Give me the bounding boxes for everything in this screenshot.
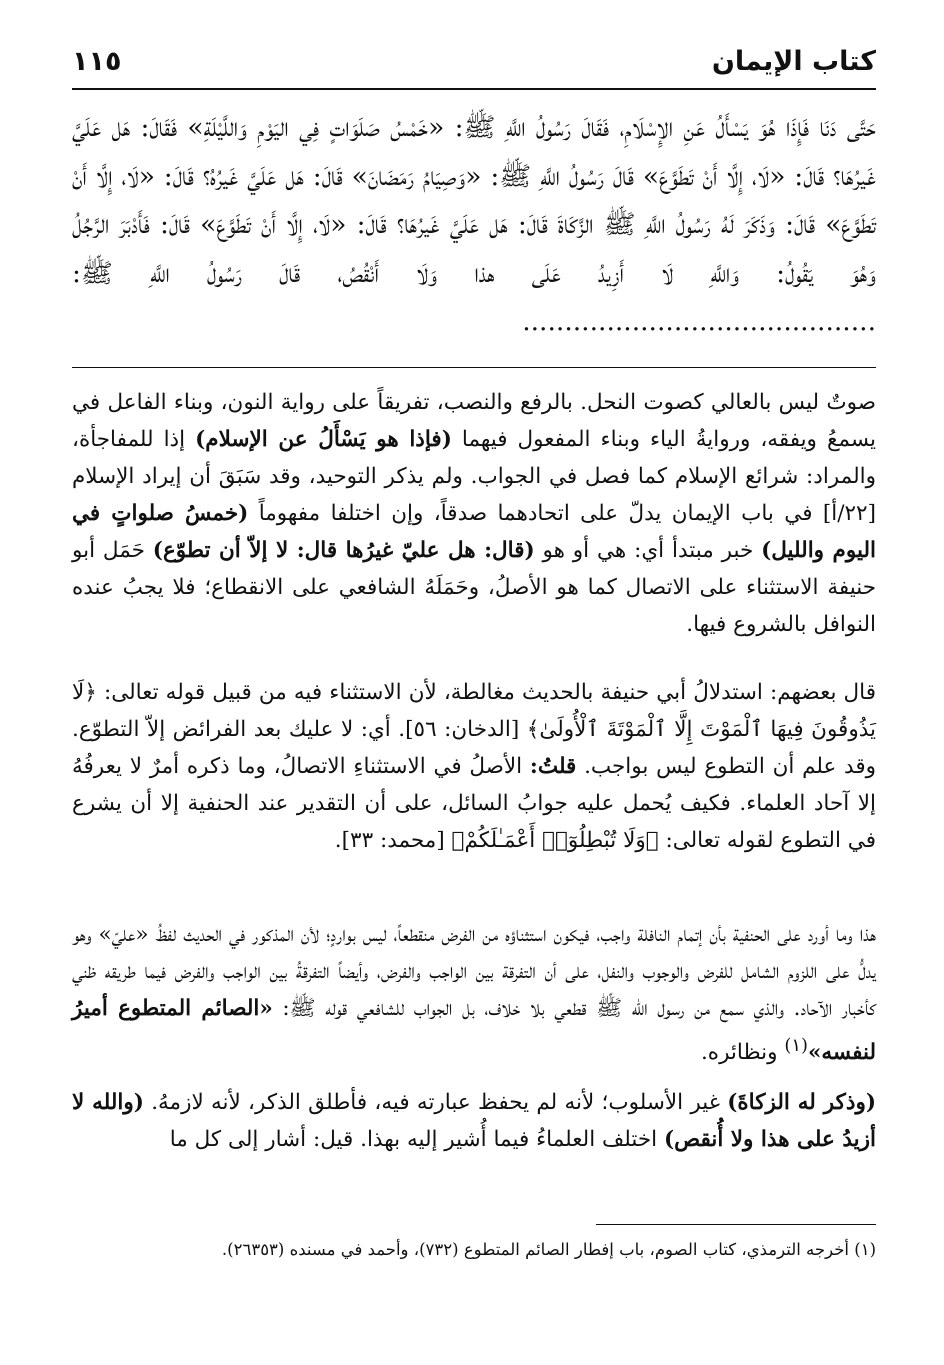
commentary-text: اختلف العلماءُ فيما أُشير إليه بهذا. قيل: أشار إلى كل ما xyxy=(169,1127,664,1152)
commentary-paragraph xyxy=(72,916,876,1071)
quoted-phrase: (وذكر له الزكاةَ) xyxy=(727,1090,876,1115)
commentary-text: غير الأسلوب؛ لأنه لم يحفظ عبارته فيه، فأطلق الذكر، لأنه لازمهُ. xyxy=(143,1090,728,1115)
commentary-text: قال بعضهم: استدلالُ أبي حنيفة بالحديث مغالطة، لأن الاستثناء فيه من قبيل قوله تعالى: ﴿لَا يَذُوقُونَ فِيهَا ٱلْمَوْتَ إِلَّا ٱلْمَوْتَةَ ٱلْأُولَىٰ﴾ [الدخان: ٥٦]. أي: لا عليك بعد الفرائض إلاّ التطوّع. وقد علم أن التطوع ليس بواجب. xyxy=(72,680,876,779)
footnote-marker: (١) xyxy=(784,1035,808,1056)
page-header xyxy=(72,40,876,86)
commentary-text: حَمَل أبو حنيفة الاستثناء على الاتصال كما هو الأصلُ، وحَمَلَهُ الشافعي على الانقطاع؛ فلا يجبُ عنده النوافل بالشروع فيها. xyxy=(72,538,876,637)
book-title: كتاب الإيمان xyxy=(711,46,876,77)
footnote: (١) أخرجه الترمذي، كتاب الصوم، باب إفطار الصائم المتطوع (٧٣٢)، وأحمد في مسنده (٢٦٣٥٣). xyxy=(221,1240,876,1259)
commentary-text: هذا وما أورد على الحنفية بأن إتمام النافلة واجب، فيكون استثناؤه من الفرض منقطعاً، ليس بواردٍ؛ لأن المذكور في الحديث لفظُ «عليّ» وهو يدلُّ على اللزوم الشامل للفرض والوجوب والنفل، على أن التفرقة بين الواجب والفرض، وأيضاً التفرقةُ بين الواجب والفرض فيما طريقه ظني كأخبار الآحاد. والذي سمع من رسول الله ﷺ قطعي بلا خلاف، بل الجواب للشافعي قوله ﷺ: xyxy=(72,922,876,1021)
page-number: ١١٥ xyxy=(72,46,122,77)
author-note-label: قلتُ: xyxy=(529,754,577,779)
quoted-phrase: (والله لا أزيدُ على هذا ولا أُنقص) xyxy=(72,1090,876,1152)
commentary-paragraph xyxy=(72,1084,876,1158)
commentary-text: ونظائره. xyxy=(700,1040,785,1066)
footnote-rule xyxy=(596,1224,876,1225)
header-rule xyxy=(72,88,876,90)
hadith-text: حَتَّى دَنَا فَإِذَا هُوَ يَسْأَلُ عَنِ الإِسْلَامِ، فَقَالَ رَسُولُ اللَّهِ ﷺ: «خَمْسُ صَلَوَاتٍ فِي اليَوْمِ وَاللَّيْلَةِ» فَقَالَ: هَل عَلَيَّ غَيرُهَا؟ قَالَ: «لَا، إِلَّا أَنْ تَطَوَّعَ» قَالَ رَسُولُ اللَّهِ ﷺ: «وَصِيَامُ رَمَضَانَ» قَالَ: هَل عَلَيَّ غَيرُهُ؟ قَالَ: «لَا، إِلَّا أَنْ تَطَوَّعَ» قَالَ: وَذَكَرَ لَهُ رَسُولُ اللَّهِ ﷺ الزَّكَاةَ قَالَ: هَل عَلَيَّ غَيرُهَا؟ قَالَ: «لَا، إِلَّا أَنْ تَطَوَّعَ» قَالَ: فَأَدْبَرَ الرَّجُلُ وَهُوَ يَقُولُ: وَاللَّهِ لَا أَزِيدُ عَلَى هذا وَلَا أَنْقُصُ، قَالَ رَسُولُ اللَّهِ ﷺ: .......................................... xyxy=(72,112,876,337)
quoted-phrase: (فإذا هو يَسْأَلُ عن الإسلام) xyxy=(195,427,452,452)
commentary-paragraph xyxy=(72,384,876,643)
commentary-text: الأصلُ في الاستثناءِ الاتصالُ، وما ذكره أمرٌ لا يعرفُهُ إلا آحاد العلماء. فكيف يُحمل عليه جوابُ السائل، على أن التقدير عند الحنفية إلا أن يشرع في التطوع لقوله تعالى: ﴿وَلَا تُبْطِلُوٓا۟ أَعْمَـٰلَكُمْ﴾ [محمد: ٣٣]. xyxy=(72,754,876,853)
text-divider xyxy=(72,367,876,368)
commentary-paragraph xyxy=(72,674,876,859)
quoted-phrase: (خمسُ صلواتٍ في اليوم والليل) xyxy=(72,501,876,563)
quoted-phrase: (قال: هل عليّ غيرُها قال: لا إلاّ أن تطوّع) xyxy=(152,538,535,563)
commentary-text: خبر مبتدأ أي: هي أو هو xyxy=(534,538,762,563)
commentary-text: صوتٌ ليس بالعالي كصوت النحل. بالرفع والنصب، تفريقاً على رواية النون، وبناء الفاعل في يسمعُ ويفقه، وروايةُ الياء وبناء المفعول فيهما xyxy=(72,390,876,452)
commentary-text: إذا للمفاجأة، والمراد: شرائع الإسلام كما فصل في الجواب. ولم يذكر التوحيد، وقد سَبَقَ أن إيراد الإسلام [٢٢/أ] في باب الإيمان يدلّ على اتحادهما صدقاً، وإن اختلفا مفهوماً xyxy=(72,427,876,526)
quoted-phrase: «الصائم المتطوع أميرُ لنفسه» xyxy=(72,996,876,1066)
